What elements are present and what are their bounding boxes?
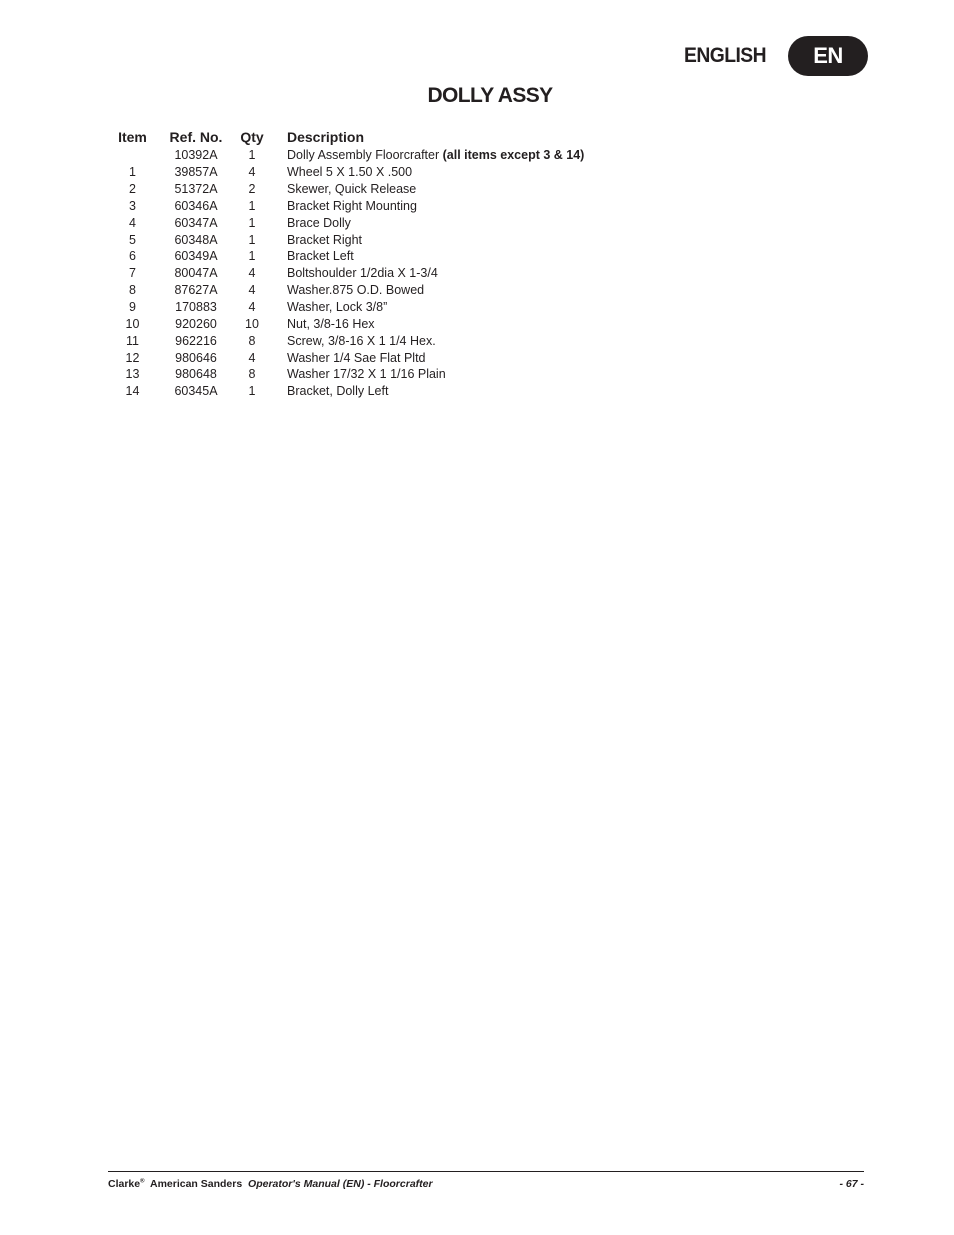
- description: Nut, 3/8-16 Hex: [287, 316, 375, 331]
- table-row: [104, 299, 584, 316]
- table-row: [104, 248, 584, 265]
- table-row: [104, 181, 584, 198]
- table-row: [104, 282, 584, 299]
- description: Washer 1/4 Sae Flat Pltd: [287, 350, 426, 365]
- footer-brand: Clarke: [108, 1178, 141, 1190]
- ref-number: 87627A: [174, 283, 218, 298]
- table-row: [104, 332, 584, 349]
- quantity: 4: [248, 300, 256, 315]
- item-number: 13: [125, 367, 140, 382]
- table-row: [104, 231, 584, 248]
- table-row: [104, 265, 584, 282]
- item-number: 2: [129, 182, 136, 197]
- table-row: [104, 349, 584, 366]
- item-number: 5: [129, 232, 136, 247]
- language-badge: EN: [788, 36, 868, 76]
- ref-number: 60349A: [174, 249, 218, 264]
- page-title: DOLLY ASSY: [427, 84, 553, 107]
- quantity: 4: [248, 266, 256, 281]
- parts-table: [104, 127, 584, 400]
- description: Bracket Right Mounting: [287, 198, 417, 213]
- description: Bracket Right: [287, 232, 363, 247]
- item-number: 6: [129, 249, 136, 264]
- description: Washer.875 O.D. Bowed: [287, 283, 425, 298]
- ref-number: 60346A: [174, 198, 218, 213]
- item-number: 4: [129, 215, 136, 230]
- quantity: 8: [248, 333, 256, 348]
- quantity: 10: [245, 316, 259, 331]
- description: Brace Dolly: [287, 215, 351, 230]
- quantity: 2: [248, 182, 256, 197]
- column-header-item: Item: [118, 129, 147, 145]
- item-number: 11: [126, 333, 139, 348]
- item-number: 8: [129, 283, 136, 298]
- quantity: 1: [248, 215, 256, 230]
- ref-number: 980648: [175, 367, 217, 382]
- table-row: [104, 366, 584, 383]
- quantity: 1: [248, 232, 256, 247]
- footer-company: American Sanders: [149, 1178, 243, 1190]
- description-text: Dolly Assembly Floorcrafter: [287, 148, 443, 163]
- quantity: 1: [248, 198, 256, 213]
- language-label: ENGLISH: [684, 44, 767, 67]
- column-header-description: Description: [287, 129, 365, 145]
- page-footer: [108, 1178, 864, 1190]
- quantity: 4: [248, 350, 256, 365]
- item-number: 3: [129, 198, 136, 213]
- description: Screw, 3/8-16 X 1 1/4 Hex.: [287, 333, 436, 348]
- description: Washer 17/32 X 1 1/16 Plain: [287, 367, 446, 382]
- ref-number: 60345A: [174, 384, 218, 399]
- item-number: 7: [129, 266, 136, 281]
- description: Skewer, Quick Release: [287, 182, 417, 197]
- item-number: 1: [129, 165, 136, 180]
- description: Wheel 5 X 1.50 X .500: [287, 165, 413, 180]
- quantity: 4: [248, 165, 256, 180]
- quantity: 1: [248, 384, 256, 399]
- ref-number: 60347A: [174, 215, 218, 230]
- description: Bracket Left: [287, 249, 354, 264]
- description: Washer, Lock 3/8”: [287, 300, 388, 315]
- description: [273, 147, 584, 164]
- description: Boltshoulder 1/2dia X 1-3/4: [287, 266, 438, 281]
- description-note: (all items except 3 & 14): [442, 148, 585, 163]
- column-header-qty: Qty: [240, 129, 264, 145]
- ref-number: 962216: [175, 333, 217, 348]
- ref-number: 980646: [175, 350, 217, 365]
- quantity: 8: [248, 367, 256, 382]
- ref-number: 920260: [175, 316, 217, 331]
- table-row: [104, 315, 584, 332]
- ref-number: 10392A: [174, 148, 218, 163]
- column-header-ref-no: Ref. No.: [169, 129, 223, 145]
- item-number: 10: [125, 316, 140, 331]
- registered-mark: ®: [140, 1178, 145, 1185]
- footer-manual-title: Operator's Manual (EN) - Floorcrafter: [248, 1178, 433, 1190]
- ref-number: 51372A: [174, 182, 218, 197]
- table-row: [104, 164, 584, 181]
- item-number: 9: [129, 300, 136, 315]
- parts-table-header-row: [104, 127, 584, 147]
- table-row: [104, 214, 584, 231]
- table-row: [104, 383, 584, 400]
- table-row: [104, 198, 584, 215]
- parts-table-body: [104, 147, 584, 400]
- ref-number: 170883: [175, 300, 217, 315]
- footer-divider: [108, 1171, 864, 1172]
- quantity: 1: [248, 249, 256, 264]
- quantity: 1: [248, 148, 256, 163]
- quantity: 4: [248, 283, 256, 298]
- item-number: 14: [125, 384, 140, 399]
- item-number: 12: [125, 350, 140, 365]
- table-row: [104, 147, 584, 164]
- item-number: [104, 147, 161, 164]
- page-number: - 67 -: [839, 1178, 864, 1190]
- description: Bracket, Dolly Left: [287, 384, 389, 399]
- ref-number: 80047A: [174, 266, 218, 281]
- ref-number: 60348A: [174, 232, 218, 247]
- ref-number: 39857A: [174, 165, 218, 180]
